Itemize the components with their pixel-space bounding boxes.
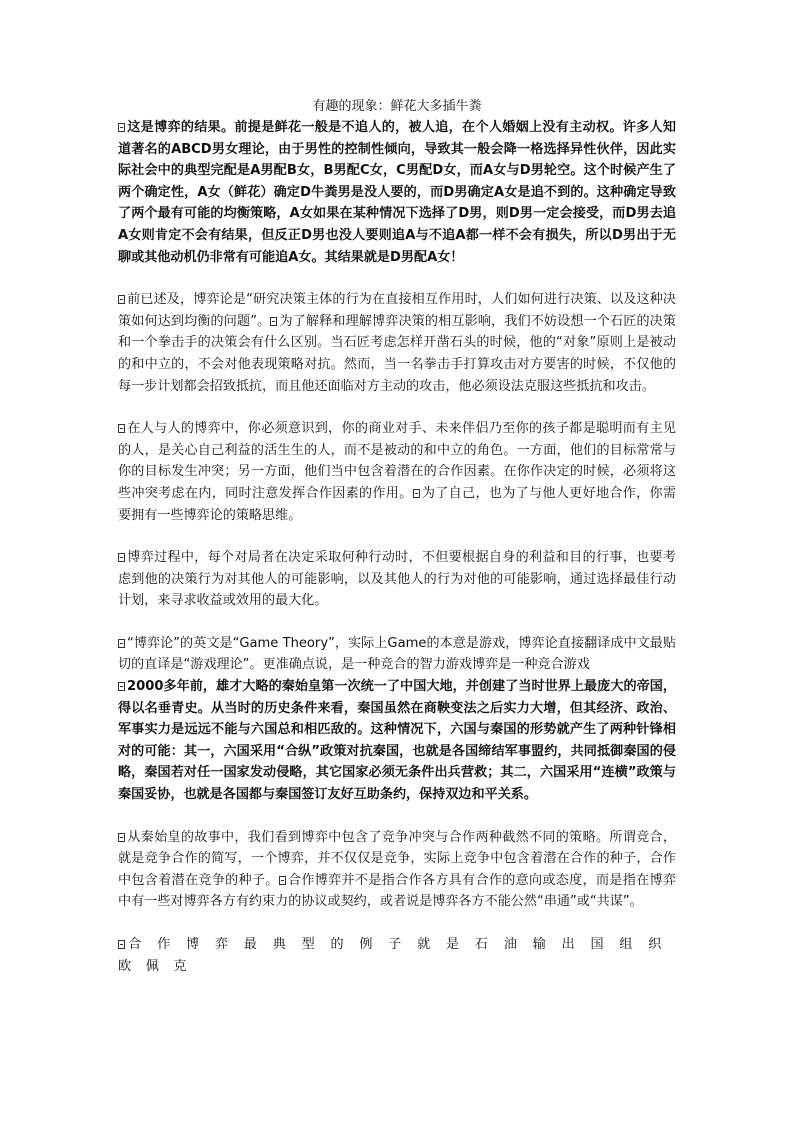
paragraph-2-text: 前已述及，博弈论是“研究决策主体的行为在直接相互作用时，人们如何进行决策、以及这种决策如何达到均衡的问题”。 [118,292,676,329]
document-page [118,96,676,977]
document-title: 有趣的现象：鲜花大多插牛粪 [312,99,482,114]
paragraph-marker-icon [413,489,420,498]
paragraph-3-text-continued: 为了自己，也为了与他人更好地合作，你需要拥有一些博弈论的策略思维。 [118,485,677,523]
paragraph-7-text-continued: 合作博弈并不是指合作各方具有合作的意向或态度，而是指在博弈中有一些对博弈各方有约束力的协议或契约，或者说是博弈各方不能公然“串通”或“共谋”。 [118,872,677,910]
paragraph-3-text: 在人与人的博弈中，你必须意识到，你的商业对手、未来伴侣乃至你的孩子都是聪明而有主见的人，是关心自己利益的活生生的人，而不是被动的和中立的角色。一方面，他们的目标常常与你的目标发生冲突；另一方面，他们当中包含着潜在的合作因素。在你作决定的时候，必须将这些冲突考虑在内，同时注意发挥合作因素的作用。 [118,421,676,501]
paragraph-7-text: 从秦始皇的故事中，我们看到博弈中包含了竞争冲突与合作两种截然不同的策略。所谓竞合，就是竞争合作的简写，一个博弈，并不仅仅是竞争，实际上竞争中包含着潜在合作的种子，合作中包含着潜在竞争的种子。 [118,829,676,888]
paragraph-6-text: 2000多年前，雄才大略的秦始皇第一次统一了中国大地，并创建了当时世界上最庞大的帝国，得以名垂青史。从当时的历史条件来看，秦国虽然在商鞅变法之后实力大增，但其经济、政治、军事实力是远远不能与六国总和相匹敌的。这种情况下，六国与秦国的形势就产生了两种针锋相对的可能：其一，六国采用“合纵”政策对抗秦国，也就是各国缔结军事盟约，共同抵御秦国的侵略，秦国若对任一国家发动侵略，其它国家必须无条件出兵营救；其二，六国采用“连横”政策与秦国妥协，也就是各国都与秦国签订友好互助条约，保持双边和平关系。 [118,679,676,803]
paragraph-marker-icon [118,940,125,949]
paragraph-2 [118,289,676,397]
paragraph-4 [118,547,676,612]
paragraph-marker-icon [279,876,286,885]
paragraph-marker-icon [118,123,125,132]
paragraph-2-text-continued: 为了解释和理解博弈决策的相互影响，我们不妨设想一个石匠的决策和一个拳击手的决策会有什么区别。当石匠考虑怎样开凿石头的时候，他的“对象”原则上是被动的和中立的，不会对他表现策略对抗。然而，当一名拳击手打算攻击对方要害的时候，不仅他的每一步计划都会招致抵抗，而且他还面临对方主动的攻击，他必须设法克服这些抵抗和攻击。 [118,313,676,394]
paragraph-4-text: 博弈过程中，每个对局者在决定采取何种行动时，不但要根据自身的利益和目的行事，也要考虑到他的决策行为对其他人的可能影响，以及其他人的行为对他的可能影响，通过选择最佳行动计划，来寻求收益或效用的最大化。 [118,550,676,609]
paragraph-5-text: “博弈论”的英文是“Game Theory”，实际上Game的本意是游戏，博弈论直接翻译成中文最贴切的直译是“游戏理论”。更准确点说，是一种竞合的智力游戏博弈是一种竞合游戏 [118,635,676,673]
paragraph-8-text: 合作博弈最典型的例子就是石油输出国组织欧佩克 [118,937,676,974]
paragraph-1 [118,117,676,268]
paragraph-8 [118,934,676,977]
paragraph-marker-icon [118,682,125,691]
paragraph-1-text: 这是博弈的结果。前提是鲜花一般是不追人的，被人追，在个人婚姻上没有主动权。许多人知道著名的ABCD男女理论，由于男性的控制性倾向，导致其一般会降一格选择异性伙伴，因此实际社会中的典型完配是A男配B女，B男配C女，C男配D女，而A女与D男轮空。这个时候产生了两个确定性，A女（鲜花）确定D牛粪男是没人要的，而D男确定A女是追不到的。这种确定导致了两个最有可能的均衡策略，A女如果在某种情况下选择了D男，则D男一定会接受，而D男去追A女则肯定不会有结果，但反正D男也没人要则追A与不追A都一样不会有损失，所以D男出于无聊或其他动机仍非常有可能追A女。其结果就是D男配A女！ [118,120,676,265]
paragraph-3 [118,418,676,526]
paragraph-6 [118,676,676,806]
paragraph-marker-icon [118,639,125,648]
paragraph-5 [118,633,676,676]
paragraph-marker-icon [270,317,277,326]
paragraph-marker-icon [118,553,125,562]
paragraph-marker-icon [118,424,125,433]
paragraph-marker-icon [118,833,125,842]
paragraph-marker-icon [118,295,125,304]
paragraph-7 [118,827,676,913]
